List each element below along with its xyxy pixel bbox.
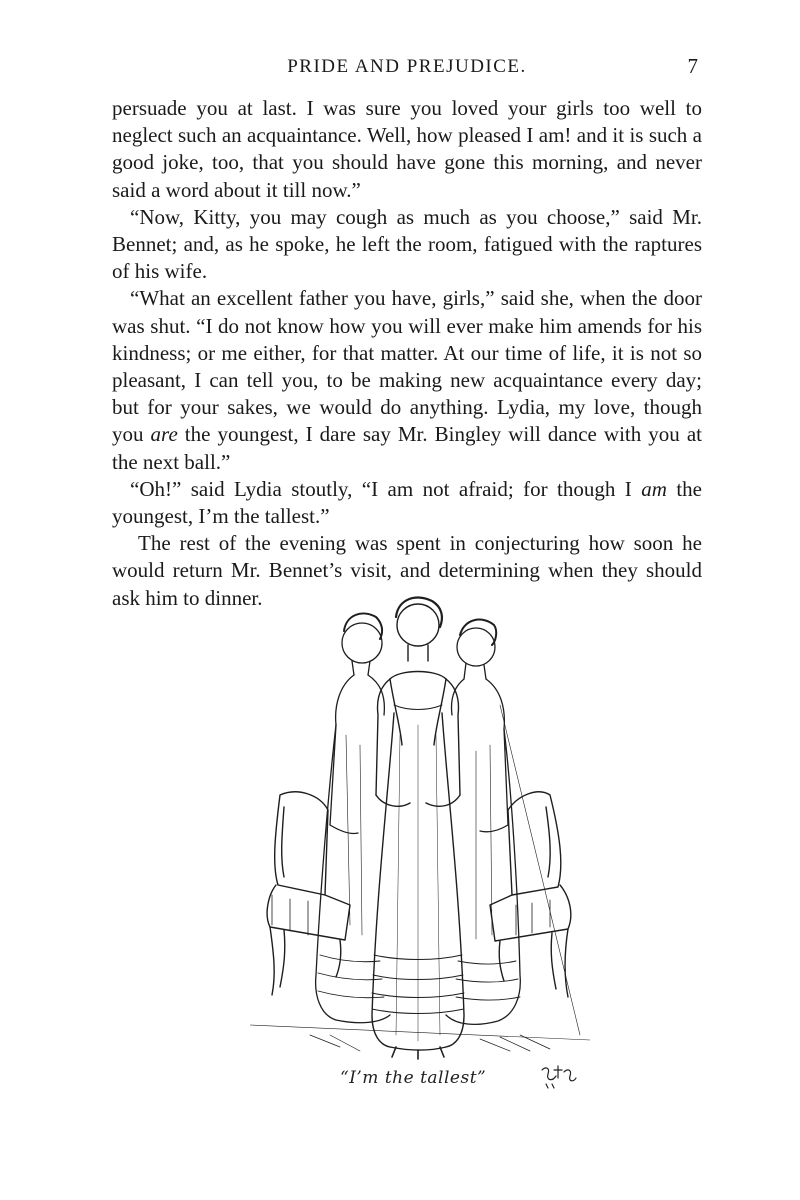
running-title: PRIDE AND PREJUDICE. <box>287 56 527 77</box>
illustration <box>250 595 590 1115</box>
paragraph-text: “Oh!” said Lydia stoutly, “I am not afraid; for though I <box>130 476 642 501</box>
artist-monogram-icon <box>538 1060 578 1092</box>
emphasis-text: am <box>641 476 667 501</box>
center-sister <box>372 598 464 1059</box>
three-sisters-drawing <box>250 595 590 1115</box>
paragraph-text: the youngest, I’m the tallest.” <box>112 476 702 529</box>
paragraph-excellent-father <box>112 285 702 475</box>
emphasis-text: are <box>150 422 178 447</box>
paragraph-continued <box>112 95 702 204</box>
illustration-caption: “I’m the tallest” <box>340 1068 487 1088</box>
paragraph-mr-bennet-leaves <box>112 204 702 286</box>
paragraph-text: The rest of the evening was spent in conjecturing how soon he would return Mr. Bennet’s visit, and determining when they should ask him to dinner. <box>112 531 702 610</box>
floor-shading <box>310 1035 550 1051</box>
page-number: 7 <box>687 54 698 78</box>
running-head <box>112 54 702 84</box>
paragraph-text: persuade you at last. I was sure you loved your girls too well to neglect such an acquaintance. Well, how pleased I am! and it is such a good joke, too, that you should have gone this morning, and never said a word about it till now.” <box>112 96 702 202</box>
paragraph-text: “What an excellent father you have, girls,” said she, when the door was shut. “I do not know how you will ever make him amends for his kindness; or me either, for that matter. At our time of life, it is not so pleasant, I can tell you, to be making new acquaintance every day; but for your sakes, we would do anything. Lydia, my love, though you <box>112 286 702 447</box>
right-armchair <box>250 705 590 1040</box>
paragraph-text: “Now, Kitty, you may cough as much as you choose,” said Mr. Bennet; and, as he spoke, he left the room, fatigued with the raptures of his wife. <box>112 204 702 284</box>
paragraph-lydia-tallest <box>112 476 702 530</box>
paragraph-text: the youngest, I dare say Mr. Bingley will dance with you at the next ball.” <box>112 422 702 474</box>
left-armchair <box>267 792 350 995</box>
body-text <box>112 95 702 612</box>
left-sister <box>316 613 390 1022</box>
